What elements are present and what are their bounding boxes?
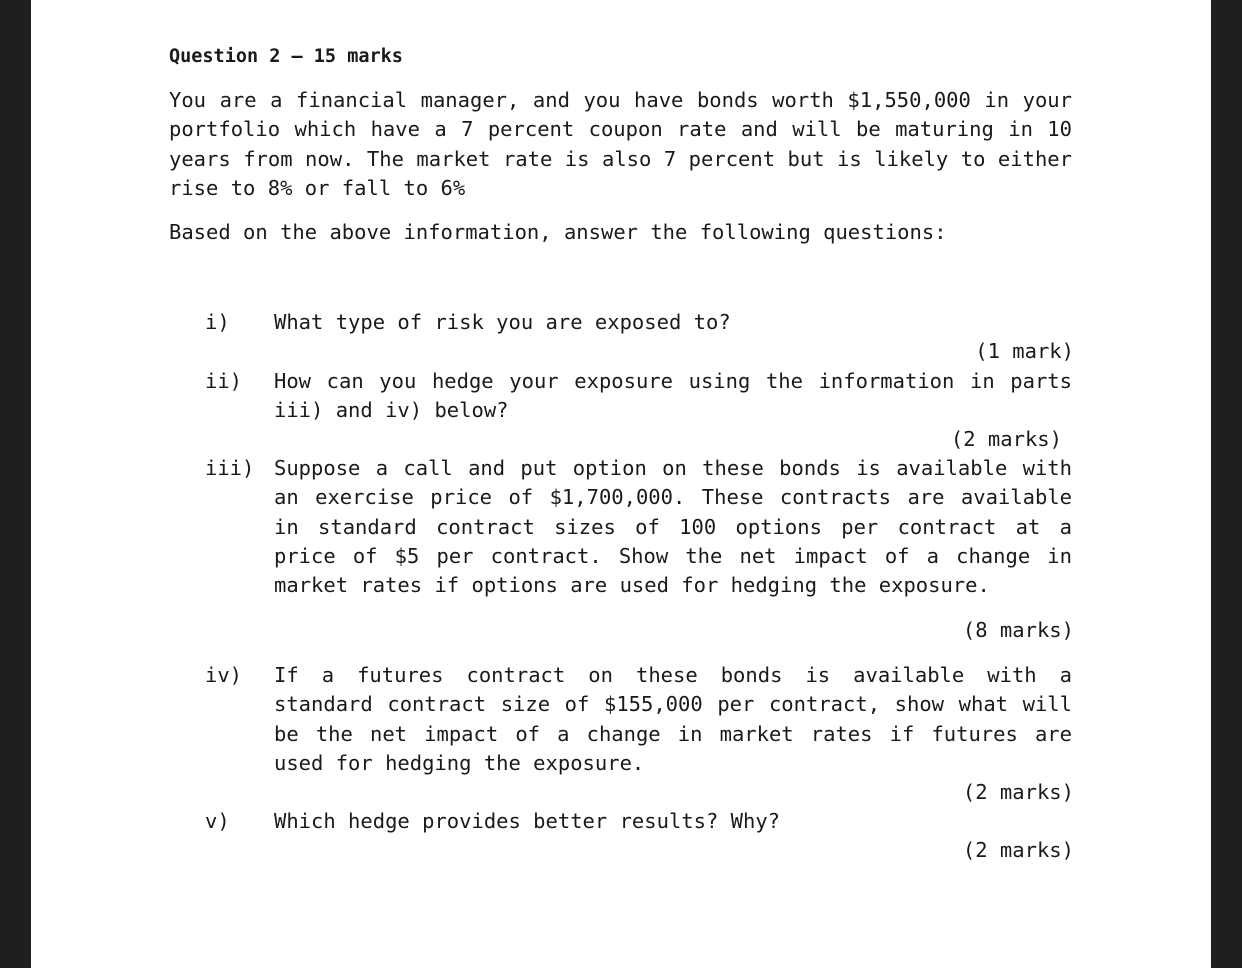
- question-text-iv: If a futures contract on these bonds is available with a standard contract size of $155,000 per contract, show what will be the net impact of a change in market rates if futures are used for hedging the exposure.: [274, 663, 1072, 775]
- question-text-ii: How can you hedge your exposure using the information in parts iii) and iv) below?: [274, 369, 1072, 423]
- marks-label-i: (1 mark): [975, 339, 1074, 363]
- document-page: [31, 0, 1211, 968]
- question-number-iii: iii): [205, 456, 255, 480]
- question-number-i: i): [205, 310, 230, 334]
- question-text-i: What type of risk you are exposed to?: [274, 310, 731, 334]
- marks-label-iv: (2 marks): [962, 780, 1074, 804]
- question-number-iv: iv): [205, 663, 243, 687]
- question-number-ii: ii): [205, 369, 243, 393]
- question-text-v: Which hedge provides better results? Why?: [274, 809, 781, 833]
- question-number-v: v): [205, 809, 230, 833]
- marks-label-iii: (8 marks): [962, 618, 1074, 642]
- instructions-lead-in: Based on the above information, answer the following questions:: [169, 220, 947, 244]
- question-heading: Question 2 – 15 marks: [169, 46, 403, 67]
- question-text-iii: Suppose a call and put option on these bonds is available with an exercise price of $1,700,000. These contracts are available in standard contract sizes of 100 options per contract at a price of $5 per contract. Show the net impact of a change in market rates if options are used for hedging the exposure.: [274, 456, 1072, 598]
- marks-label-v: (2 marks): [962, 838, 1074, 862]
- marks-label-ii: (2 marks): [950, 427, 1062, 451]
- scenario-paragraph: You are a financial manager, and you have bonds worth $1,550,000 in your portfolio which have a 7 percent coupon rate and will be maturing in 10 years from now. The market rate is also 7 percent but is likely to either rise to 8% or fall to 6%: [169, 88, 1072, 200]
